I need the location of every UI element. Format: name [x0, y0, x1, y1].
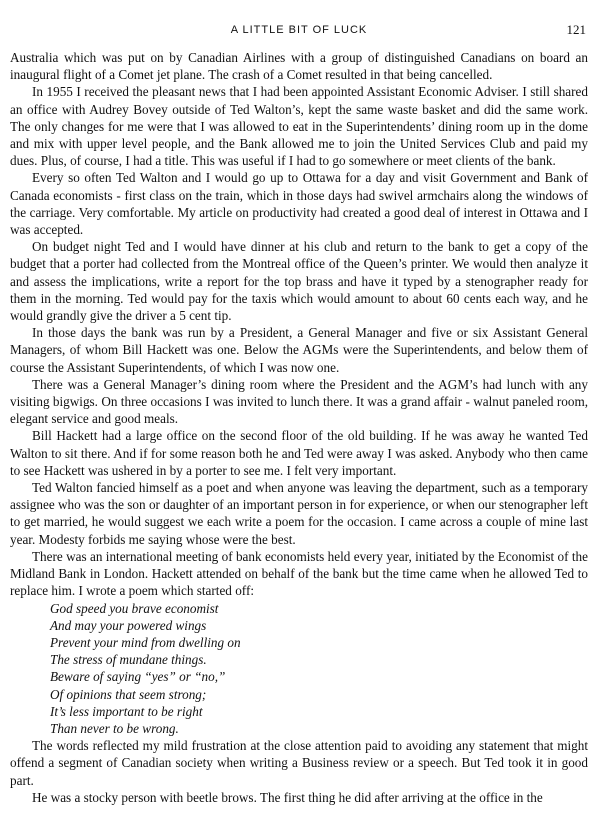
paragraph: Bill Hackett had a large office on the second floor of the old building. If he was away he wanted Ted Walton to sit there. And if for some reason both he and Ted were away I was asked. Anybody who then came to see Hackett was ushered in by a porter to see me. I felt very important. [10, 428, 588, 478]
page-number: 121 [566, 22, 586, 37]
poem-line: God speed you brave economist [50, 600, 219, 616]
running-title: A LITTLE BIT OF LUCK [230, 24, 368, 36]
paragraph: Every so often Ted Walton and I would go up to Ottawa for a day and visit Government and Bank of Canada economists - first class on the train, which in those days had swivel armchairs along the windows of the carriage. Very comfortable. My article on productivity had created a good deal of interest in Ottawa and I was accepted. [10, 170, 588, 238]
poem-line: And may your powered wings [50, 617, 207, 633]
paragraph: Australia which was put on by Canadian Airlines with a group of distinguished Canadians on board an inaugural flight of a Comet jet plane. The crash of a Comet resulted in that being cancelled. [10, 50, 588, 83]
poem-line: Of opinions that seem strong; [50, 686, 207, 702]
poem [50, 600, 588, 738]
paragraph: There was a General Manager’s dining room where the President and the AGM’s had lunch with any visiting bigwigs. On three occasions I was invited to lunch there. It was a grand affair - walnut paneled room, elegant service and good meals. [10, 376, 588, 427]
poem-line: Than never to be wrong. [50, 720, 179, 736]
page-header [0, 22, 598, 40]
poem-line: Prevent your mind from dwelling on [50, 634, 241, 650]
poem-line: Beware of saying “yes” or “no,” [50, 669, 226, 685]
paragraph: On budget night Ted and I would have dinner at his club and return to the bank to get a copy of the budget that a porter had collected from the Montreal office of the Queen’s printer. We would then analyze it and assess the implications, write a report for the top brass and have it typed by a stenographer ready for them in the morning. Ted would pay for the taxis which would amount to about 60 cents each way, and he would grandly give the driver a 5 cent tip. [10, 239, 588, 324]
page-body [10, 49, 588, 806]
paragraph: The words reflected my mild frustration at the close attention paid to avoiding any statement that might offend a segment of Canadian society when writing a Business review or a speech. But Ted took it in good part. [10, 738, 588, 788]
poem-line: The stress of mundane things. [50, 652, 207, 668]
paragraph: There was an international meeting of bank economists held every year, initiated by the Economist of the Midland Bank in London. Hackett attended on behalf of the bank but the time came when he allowed Ted to replace him. I wrote a poem which started off: [10, 548, 588, 599]
paragraph: In those days the bank was run by a President, a General Manager and five or six Assistant General Managers, of whom Bill Hackett was one. Below the AGMs were the Superintendents, and below them of course the Assistant Superintendents, of which I was now one. [10, 325, 588, 375]
poem-line: It’s less important to be right [50, 703, 203, 719]
paragraph: He was a stocky person with beetle brows. The first thing he did after arriving at the office in the [32, 789, 543, 805]
paragraph: In 1955 I received the pleasant news that I had been appointed Assistant Economic Adviser. I still shared an office with Audrey Bovey outside of Ted Walton’s, kept the same waste basket and did the same work. The only changes for me were that I was allowed to eat in the Superintendents’ dining room up in the dome and mix with upper level people, and the Bank allowed me to join the United Services Club and paid my dues. Plus, of course, I had a title. This was useful if I had to go somewhere or meet clients of the bank. [10, 84, 588, 169]
paragraph: Ted Walton fancied himself as a poet and when anyone was leaving the department, such as a temporary assignee who was the son or daughter of an important person in for experience, or when our stenographer left to get married, he would suggest we each write a poem for the occasion. I came across a couple of mine last year. Modesty forbids me saying whose were the best. [10, 480, 588, 547]
